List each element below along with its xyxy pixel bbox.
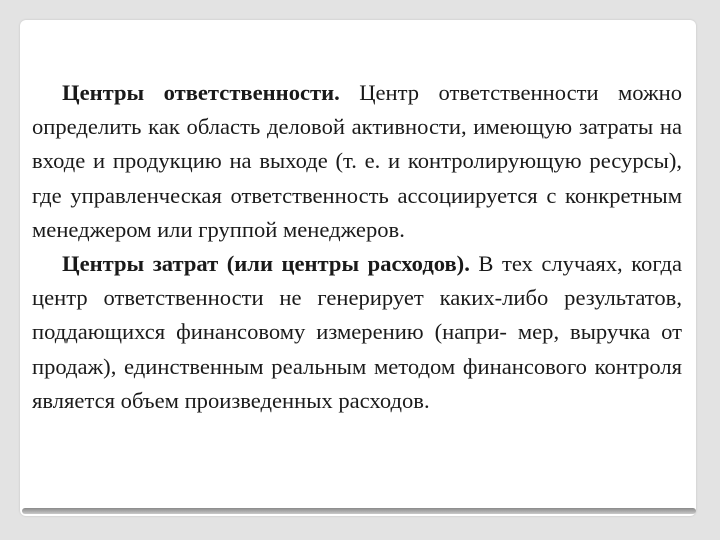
- slide-content: [32, 76, 682, 418]
- definition-cost-centers: В тех случаях, когда центр ответственности не генерирует каких-либо результатов, поддающихся финансовому измерению (напри- мер, выручка от продаж), единственным реальным методом финансового контроля является объем произведенных расходов.: [32, 251, 682, 413]
- paragraph-responsibility-centers: [32, 76, 682, 247]
- term-responsibility-centers: Центры ответственности.: [62, 80, 340, 105]
- paragraph-cost-centers: [32, 247, 682, 418]
- term-cost-centers: Центры затрат (или центры расходов).: [62, 251, 470, 277]
- slide-bottom-bar: [22, 508, 696, 514]
- definition-responsibility-centers: Центр ответственности можно определить как область деловой активности, имеющую затраты на входе и продукцию на выходе (т. е. и контролирующую ресурсы), где управленческая ответственность ассоциируется с конкретным менеджером или группой менеджеров.: [32, 80, 682, 242]
